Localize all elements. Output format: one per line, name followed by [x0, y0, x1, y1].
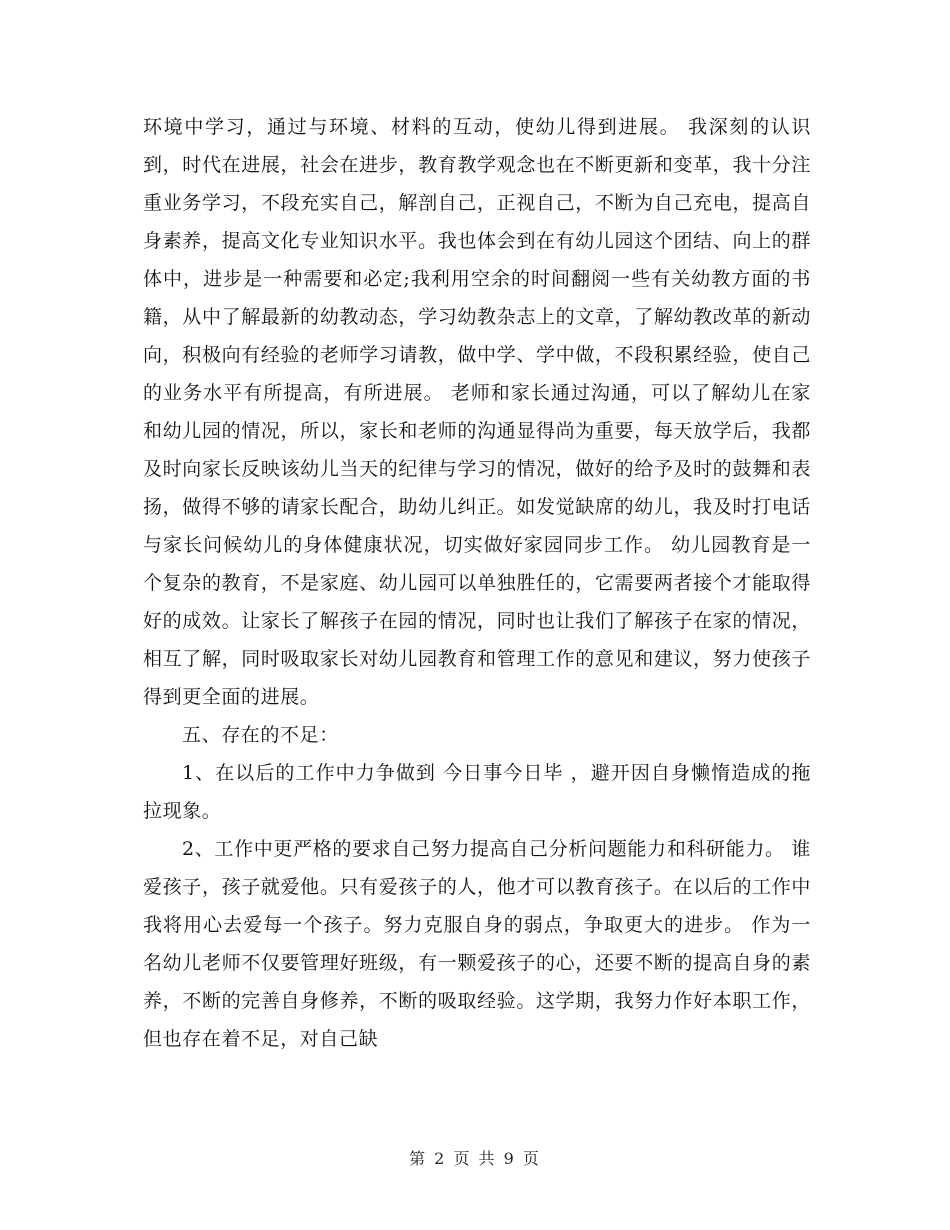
paragraph-item-2: 2、工作中更严格的要求自己努力提高自己分析问题能力和科研能力。 谁爱孩子，孩子就爱他。只有爱孩子的人，他才可以教育孩子。在以后的工作中我将用心去爱每一个孩子。努力克服自身的弱点，争取更大的进步。 作为一名幼儿老师不仅要管理好班级，有一颗爱孩子的心，还要不断的提高自身的素养，不断的完善自身修养，不断的吸取经验。这学期，我努力作好本职工作，但也存在着不足，对自己缺	[143, 838, 811, 1050]
paragraph-1: 环境中学习，通过与环境、材料的互动，使幼儿得到进展。 我深刻的认识到，时代在进展，社会在进步，教育教学观念也在不断更新和变革，我十分注重业务学习，不段充实自己，解剖自己，正视自己，不断为自己充电，提高自身素养，提高文化专业知识水平。我也体会到在有幼儿园这个团结、向上的群体中，进步是一种需要和必定;我利用空余的时间翻阅一些有关幼教方面的书籍，从中了解最新的幼教动态，学习幼教杂志上的文章，了解幼教改革的新动向，积极向有经验的老师学习请教，做中学、学中做，不段积累经验，使自己的业务水平有所提高，有所进展。 老师和家长通过沟通，可以了解幼儿在家和幼儿园的情况，所以，家长和老师的沟通显得尚为重要，每天放学后，我都及时向家长反映该幼儿当天的纪律与学习的情况，做好的给予及时的鼓舞和表扬，做得不够的请家长配合，助幼儿纠正。如发觉缺席的幼儿，我及时打电话与家长问候幼儿的身体健康状况，切实做好家园同步工作。 幼儿园教育是一个复杂的教育，不是家庭、幼儿园可以单独胜任的，它需要两者接个才能取得好的成效。让家长了解孩子在园的情况，同时也让我们了解孩子在家的情况，相互了解，同时吸取家长对幼儿园教育和管理工作的意见和建议，努力使孩子得到更全面的进展。	[143, 116, 811, 708]
document-body	[143, 108, 811, 1058]
paragraph-item-1: 1、在以后的工作中力争做到 今日事今日毕 ，避开因自身懒惰造成的拖拉现象。	[143, 762, 811, 822]
paragraph-section-heading: 五、存在的不足：	[182, 724, 339, 746]
page-number-footer: 第 2 页 共 9 页	[409, 1149, 541, 1168]
